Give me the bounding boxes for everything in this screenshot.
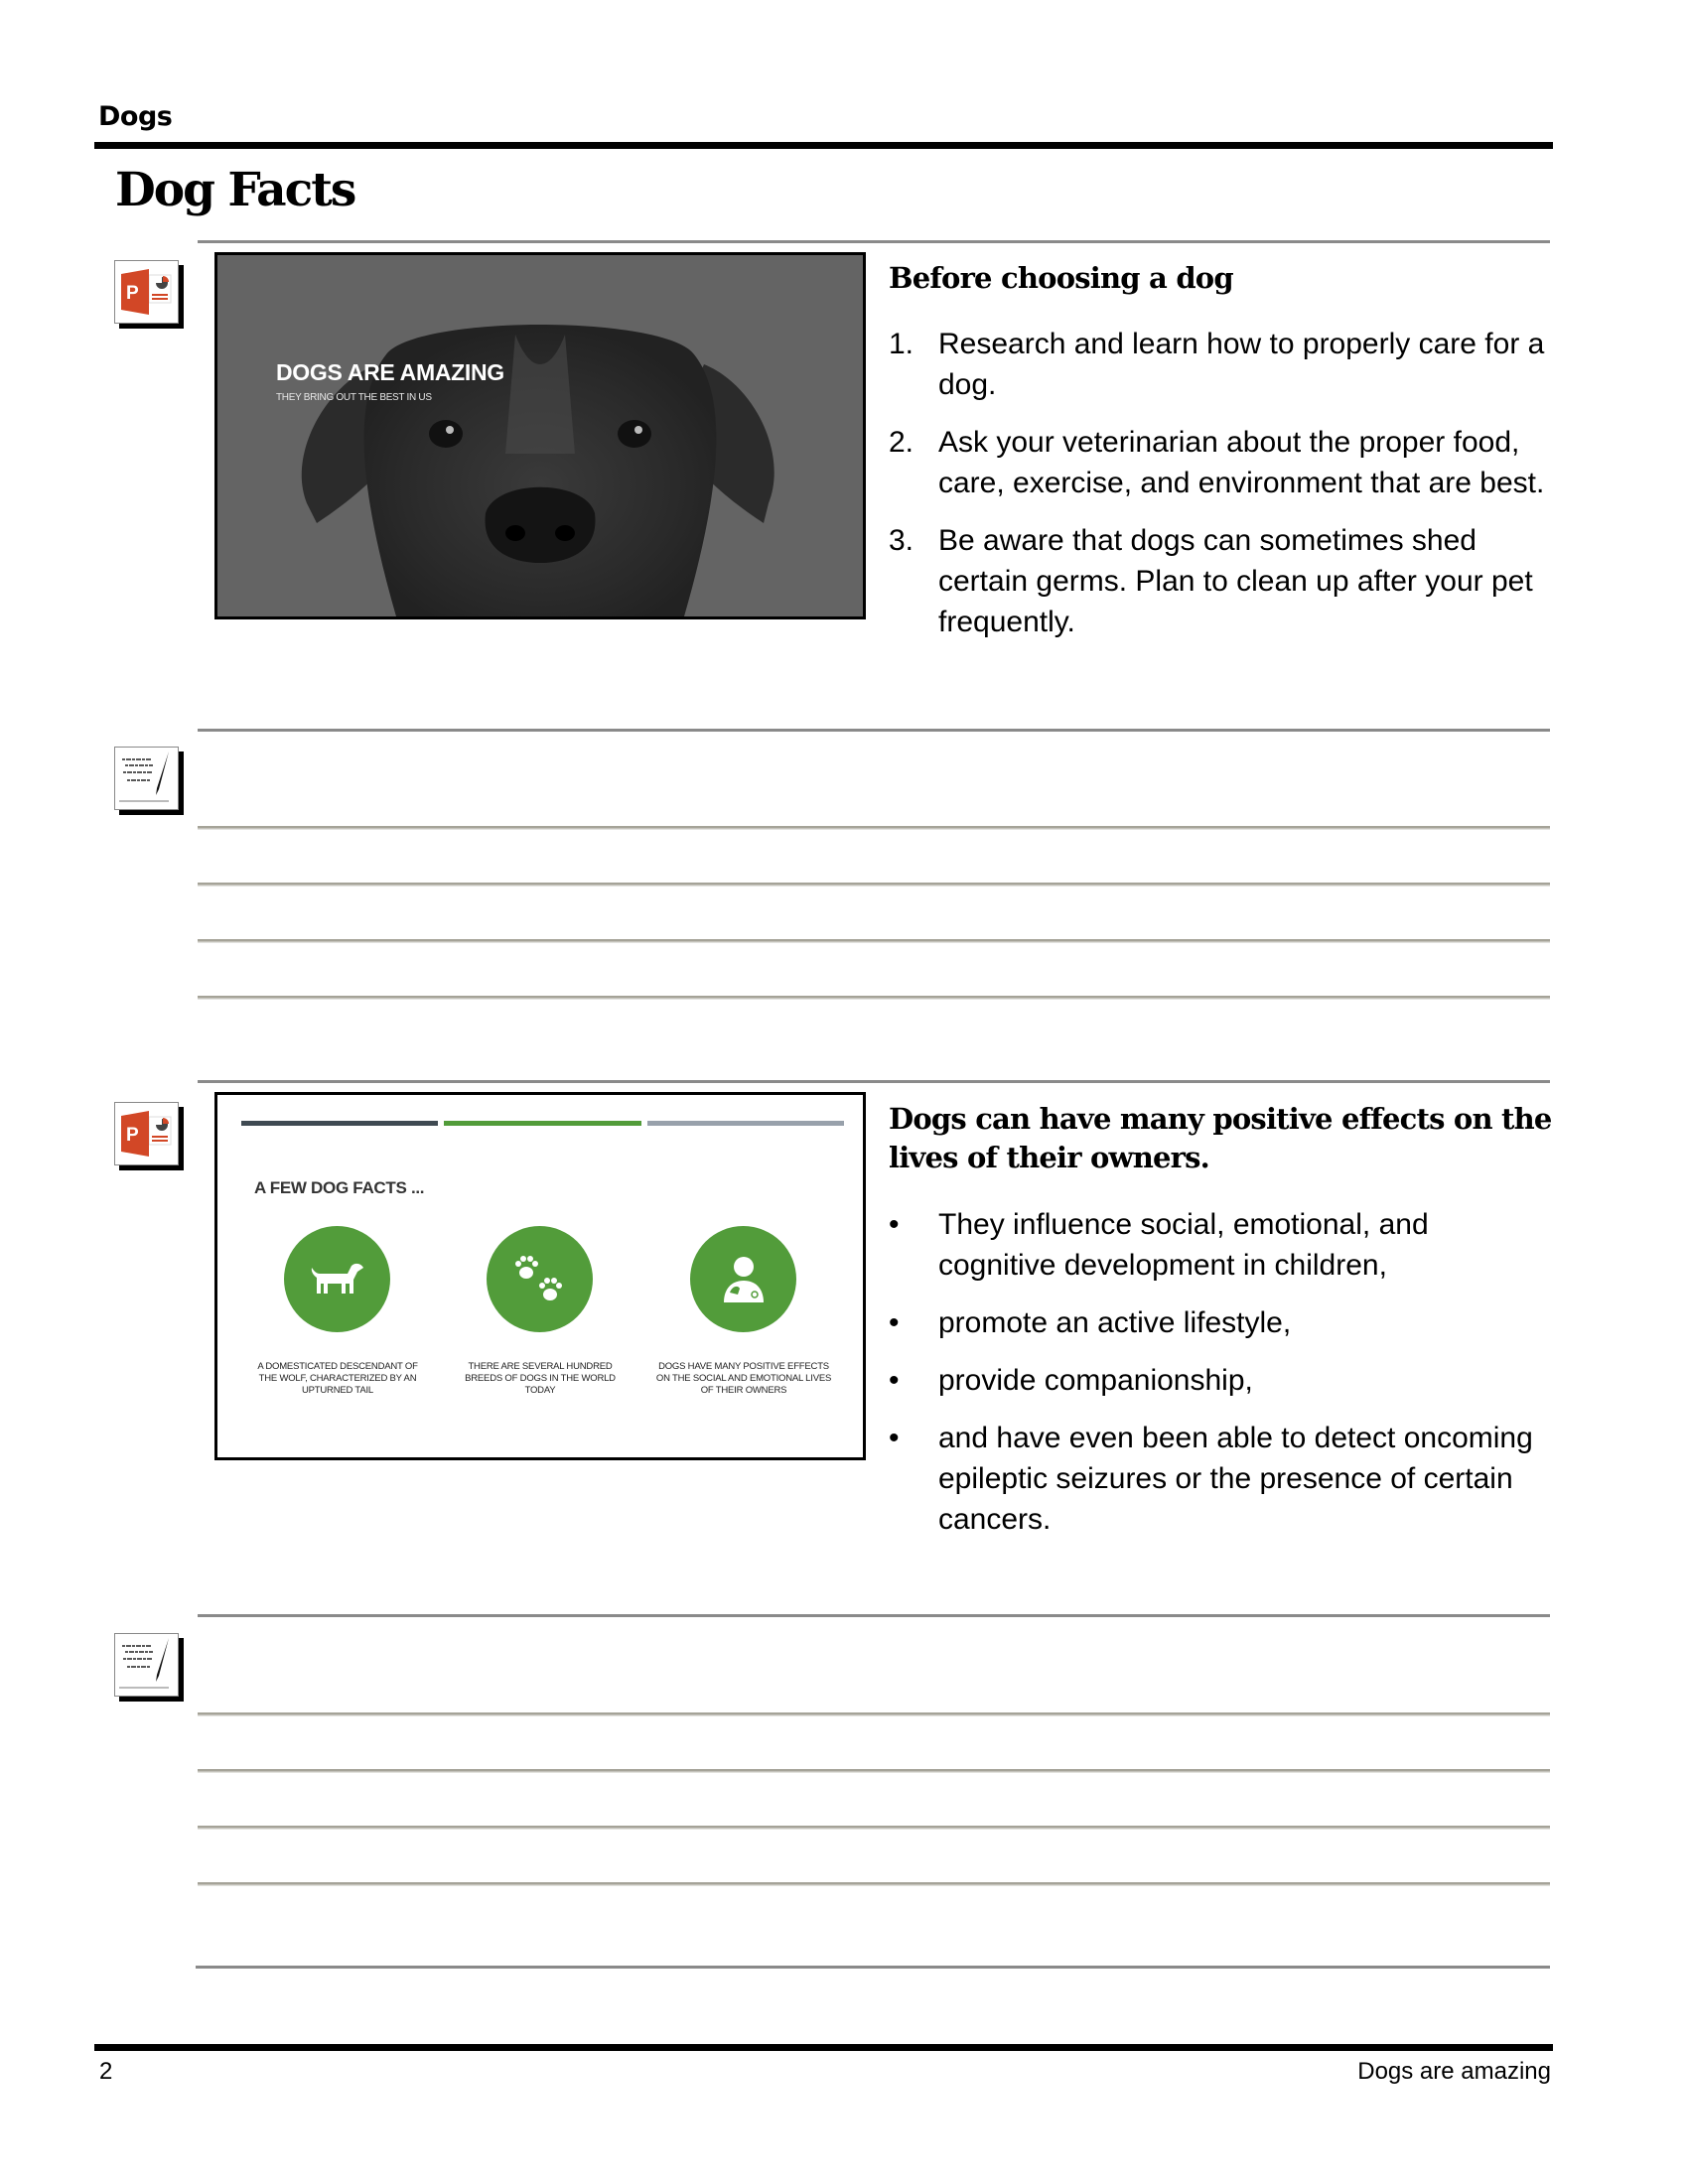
list-item-text: and have even been able to detect oncoming epileptic seizures or the presence of certain cancers. xyxy=(938,1422,1533,1536)
note-line[interactable] xyxy=(198,1769,1550,1773)
slide-title: DOGS ARE AMAZING xyxy=(276,359,504,385)
list-item xyxy=(889,1204,1554,1286)
powerpoint-icon xyxy=(114,260,179,324)
bullet: • xyxy=(889,1422,900,1454)
dog-photo xyxy=(217,255,863,616)
numbered-list xyxy=(889,324,1554,659)
note-line[interactable] xyxy=(198,1826,1550,1830)
list-marker: 2. xyxy=(889,426,914,459)
section-heading-positive-effects: Dogs can have many positive effects on the lives of their owners. xyxy=(889,1102,1552,1174)
list-marker: 3. xyxy=(889,524,914,557)
section-heading-before-choosing: Before choosing a dog xyxy=(889,261,1233,295)
note-line[interactable] xyxy=(198,996,1550,1000)
list-item xyxy=(889,324,1554,405)
fact-text: DOGS HAVE MANY POSITIVE EFFECTS ON THE SOCIAL AND EMOTIONAL LIVES OF THEIR OWNERS xyxy=(655,1361,832,1396)
list-item-text: promote an active lifestyle, xyxy=(938,1306,1292,1339)
slide-subtitle: THEY BRING OUT THE BEST IN US xyxy=(276,392,432,403)
note-line[interactable] xyxy=(198,826,1550,830)
list-item-text: Ask your veterinarian about the proper food, care, exercise, and environment that are best. xyxy=(938,426,1545,499)
list-item-text: They influence social, emotional, and cognitive development in children, xyxy=(938,1208,1429,1282)
running-head: Dogs xyxy=(98,101,173,132)
list-item-text: Research and learn how to properly care for a dog. xyxy=(938,328,1545,401)
bullet: • xyxy=(889,1364,900,1397)
note-line[interactable] xyxy=(198,1712,1550,1716)
list-item xyxy=(889,422,1554,503)
list-item-text: Be aware that dogs can sometimes shed certain germs. Plan to clean up after your pet frequently. xyxy=(938,524,1533,638)
accent-bar-green xyxy=(444,1121,641,1126)
svg-text:P: P xyxy=(126,1125,139,1146)
fact-text: A DOMESTICATED DESCENDANT OF THE WOLF, CHARACTERIZED BY AN UPTURNED TAIL xyxy=(257,1361,418,1396)
slide-thumbnail-dogs-are-amazing[interactable] xyxy=(214,252,866,619)
notes-pen-icon xyxy=(114,1633,179,1697)
header-rule xyxy=(94,142,1553,149)
list-marker: 1. xyxy=(889,328,914,360)
note-line[interactable] xyxy=(198,883,1550,887)
list-item xyxy=(889,1418,1554,1540)
list-item-text: provide companionship, xyxy=(938,1364,1253,1397)
page-number: 2 xyxy=(99,2058,113,2085)
notes-top-rule xyxy=(198,729,1550,732)
powerpoint-icon xyxy=(114,1102,179,1165)
divider xyxy=(198,1080,1550,1083)
divider xyxy=(198,240,1550,243)
slide-title: A FEW DOG FACTS ... xyxy=(254,1178,425,1197)
list-item xyxy=(889,1360,1554,1401)
notes-top-rule xyxy=(198,1614,1550,1617)
page-title: Dog Facts xyxy=(115,163,355,217)
bullet: • xyxy=(889,1306,900,1339)
accent-bar-gray xyxy=(647,1121,844,1126)
dog-icon xyxy=(284,1226,390,1332)
bullet: • xyxy=(889,1208,900,1241)
bulleted-list xyxy=(889,1204,1554,1557)
accent-bar-dark xyxy=(241,1121,438,1126)
footer-title: Dogs are amazing xyxy=(1357,2058,1551,2085)
veterinarian-icon xyxy=(690,1226,796,1332)
paw-prints-icon xyxy=(487,1226,593,1332)
footer-rule xyxy=(94,2044,1553,2051)
note-line[interactable] xyxy=(198,1882,1550,1886)
svg-text:P: P xyxy=(126,283,139,304)
slide-thumbnail-dog-facts[interactable] xyxy=(214,1092,866,1460)
fact-text: THERE ARE SEVERAL HUNDRED BREEDS OF DOGS IN THE WORLD TODAY xyxy=(465,1361,616,1396)
list-item xyxy=(889,520,1554,642)
notes-pen-icon xyxy=(114,747,179,810)
list-item xyxy=(889,1302,1554,1343)
note-line[interactable] xyxy=(198,939,1550,943)
notes-bottom-rule xyxy=(196,1966,1550,1969)
